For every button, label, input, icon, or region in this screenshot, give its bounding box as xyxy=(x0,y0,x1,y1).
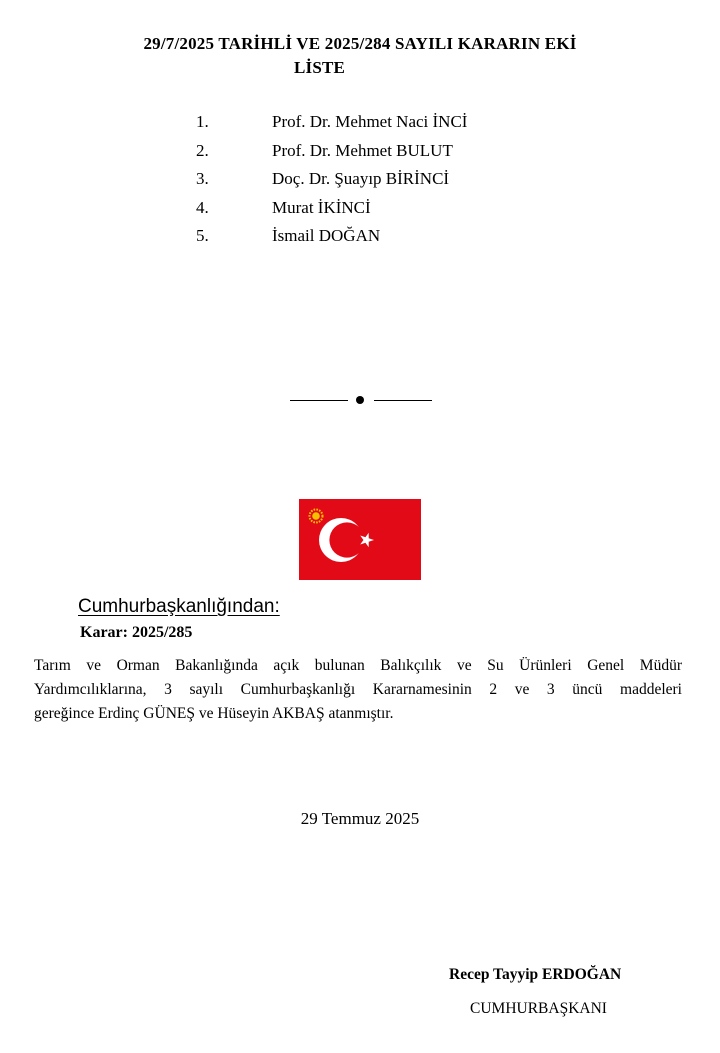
list-item-name: Murat İKİNCİ xyxy=(272,197,371,217)
flag-crescent-inner xyxy=(329,522,364,557)
document-title: 29/7/2025 TARİHLİ VE 2025/284 SAYILI KARARIN EKİ xyxy=(143,34,577,53)
list-item xyxy=(196,137,467,166)
decision-text-line: gereğince Erdinç GÜNEŞ ve Hüseyin AKBAŞ atanmıştır. xyxy=(34,705,394,722)
signatory-first-names: Recep Tayyip xyxy=(449,966,543,983)
turkish-flag-icon xyxy=(299,499,421,580)
decision-text-line: Tarım ve Orman Bakanlığında açık bulunan Balıkçılık ve Su Ürünleri Genel Müdür xyxy=(34,657,682,674)
separator-line-left xyxy=(290,400,348,401)
list-item-name: Prof. Dr. Mehmet BULUT xyxy=(272,140,453,160)
list-item-number: 1. xyxy=(196,112,209,131)
decision-text-line: Yardımcılıklarına, 3 sayılı Cumhurbaşkanlığı Kararnamesinin 2 ve 3 üncü maddeleri xyxy=(34,681,682,698)
decision-text xyxy=(34,654,682,726)
list-item-number: 5. xyxy=(196,226,209,245)
list-item-name: Doç. Dr. Şuayıp BİRİNCİ xyxy=(272,169,450,188)
list-item xyxy=(196,222,467,251)
decision-number: Karar: 2025/285 xyxy=(80,624,193,641)
list-item-name: İsmail DOĞAN xyxy=(272,226,381,245)
separator-dot xyxy=(356,396,364,404)
signatory-title: CUMHURBAŞKANI xyxy=(470,1000,607,1017)
decision-date: 29 Temmuz 2025 xyxy=(300,809,420,828)
issuing-authority: Cumhurbaşkanlığından: xyxy=(78,596,280,617)
section-separator xyxy=(290,392,432,408)
separator-line-right xyxy=(374,400,432,401)
signatory-name xyxy=(449,966,621,984)
list-item-number: 3. xyxy=(196,169,209,188)
list-item xyxy=(196,108,467,137)
list-item-number: 2. xyxy=(196,140,209,160)
list-item-number: 4. xyxy=(196,197,209,217)
list-item xyxy=(196,194,467,223)
document-subtitle: LİSTE xyxy=(294,58,346,77)
appointee-list xyxy=(196,108,467,251)
list-item xyxy=(196,165,467,194)
list-item-name: Prof. Dr. Mehmet Naci İNCİ xyxy=(272,112,468,131)
signatory-surname: ERDOĞAN xyxy=(542,966,622,983)
